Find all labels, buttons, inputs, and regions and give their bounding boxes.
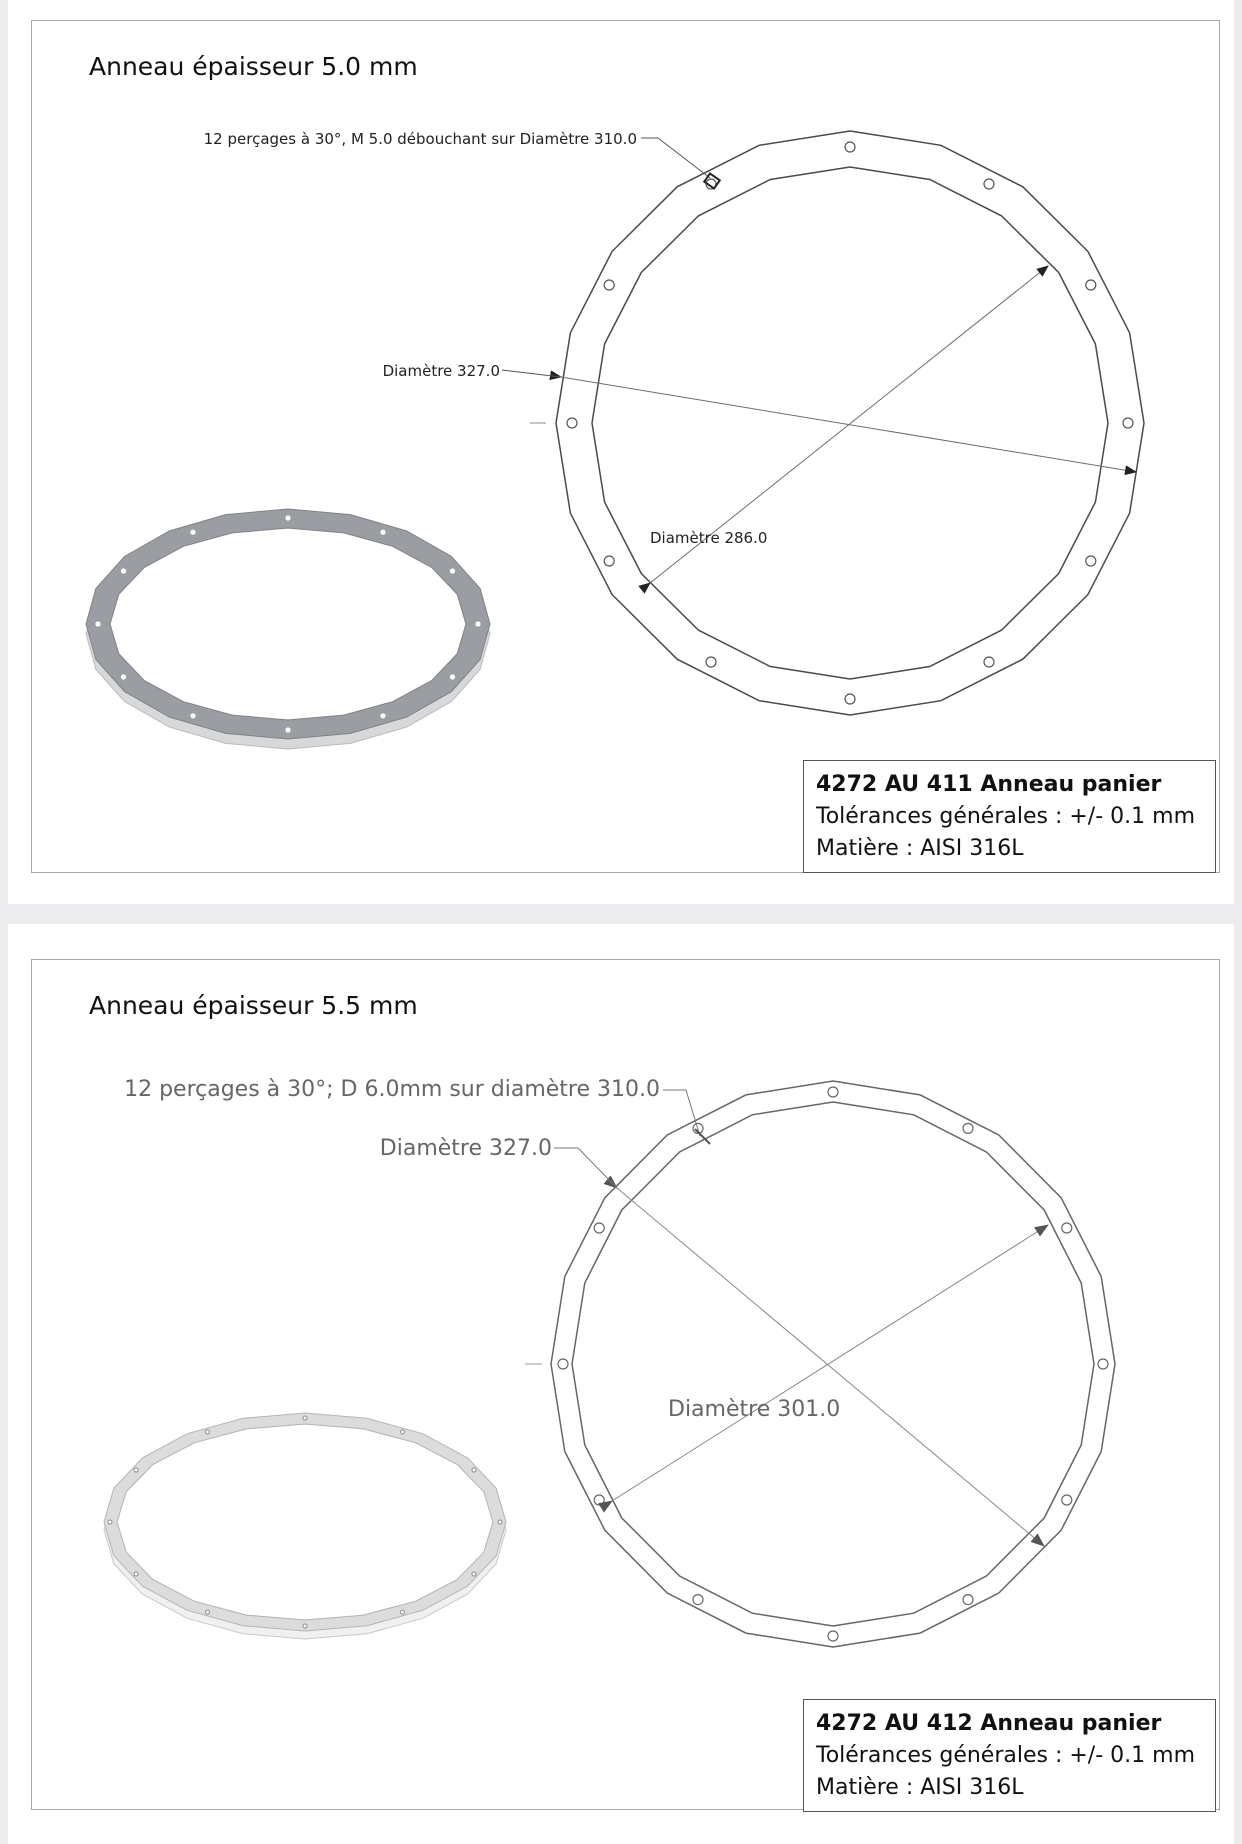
mounting-hole [963, 1595, 973, 1605]
mounting-hole [286, 516, 290, 520]
drawing-sheet-1 [8, 0, 1234, 904]
mounting-hole [693, 1595, 703, 1605]
mounting-hole [134, 1572, 138, 1576]
mounting-hole [96, 622, 100, 626]
mounting-hole [1086, 556, 1096, 566]
mounting-hole [567, 418, 577, 428]
mounting-hole [303, 1624, 307, 1628]
mounting-hole [286, 728, 290, 732]
mounting-hole [401, 1610, 405, 1614]
mounting-hole [191, 530, 195, 534]
mounting-hole [706, 657, 716, 667]
mounting-hole [122, 569, 126, 573]
holes-leader-line [641, 138, 710, 178]
sheet-title: Anneau épaisseur 5.0 mm [89, 52, 418, 81]
mounting-hole [828, 1087, 838, 1097]
mounting-hole [206, 1430, 210, 1434]
mounting-hole [604, 280, 614, 290]
isometric-ring-view [86, 509, 490, 749]
mounting-hole [401, 1430, 405, 1434]
inner-diameter-dimension-line [612, 1225, 1048, 1501]
inner-diameter-label: Diamètre 301.0 [668, 1397, 841, 1422]
holes-annotation: 12 perçages à 30°, M 5.0 débouchant sur Diamètre 310.0 [203, 130, 637, 148]
mounting-hole [381, 530, 385, 534]
mounting-hole [451, 569, 455, 573]
material: Matière : AISI 316L [816, 836, 1024, 861]
tolerances: Tolérances générales : +/- 0.1 mm [816, 804, 1195, 829]
material: Matière : AISI 316L [816, 1775, 1024, 1800]
mounting-hole [1123, 418, 1133, 428]
holes-annotation: 12 perçages à 30°; D 6.0mm sur diamètre 310.0 [124, 1077, 660, 1102]
outer-diameter-label: Diamètre 327.0 [382, 362, 500, 380]
outer-diameter-dimension-line [617, 1188, 1044, 1546]
mounting-hole [984, 657, 994, 667]
mounting-hole [1062, 1495, 1072, 1505]
mounting-hole [604, 556, 614, 566]
mounting-hole [206, 1610, 210, 1614]
ring-outer-contour [556, 131, 1144, 715]
mounting-hole [472, 1468, 476, 1472]
mounting-hole [1098, 1359, 1108, 1369]
mounting-hole [984, 179, 994, 189]
mounting-hole [558, 1359, 568, 1369]
mounting-hole [191, 714, 195, 718]
isometric-ring-view [104, 1413, 506, 1639]
outer-diameter-leader-line [502, 370, 561, 377]
tolerances: Tolérances générales : +/- 0.1 mm [816, 1743, 1195, 1768]
mounting-hole [594, 1495, 604, 1505]
mounting-hole [963, 1123, 973, 1133]
mounting-hole [303, 1416, 307, 1420]
title-block [803, 1699, 1216, 1812]
mounting-hole [594, 1223, 604, 1233]
ring-inner-contour [592, 167, 1108, 679]
mounting-hole [845, 694, 855, 704]
ring-inner-contour [572, 1102, 1094, 1626]
mounting-hole [381, 714, 385, 718]
outer-diameter-leader-line [554, 1148, 617, 1188]
part-number: 4272 AU 412 Anneau panier [816, 1711, 1162, 1736]
outer-diameter-label: Diamètre 327.0 [379, 1136, 552, 1161]
mounting-hole [451, 675, 455, 679]
mounting-hole [828, 1631, 838, 1641]
mounting-hole [108, 1520, 112, 1524]
mounting-hole [134, 1468, 138, 1472]
mounting-hole [472, 1572, 476, 1576]
part-number: 4272 AU 411 Anneau panier [816, 772, 1162, 797]
title-block [803, 760, 1216, 873]
mounting-hole [1062, 1223, 1072, 1233]
mounting-hole [845, 142, 855, 152]
mounting-hole [476, 622, 480, 626]
mounting-hole [498, 1520, 502, 1524]
mounting-hole [1086, 280, 1096, 290]
ring-outer-contour [551, 1081, 1115, 1647]
hole-pattern [567, 142, 1133, 704]
hole-pattern [558, 1087, 1108, 1641]
sheet-title: Anneau épaisseur 5.5 mm [89, 991, 418, 1020]
inner-diameter-label: Diamètre 286.0 [650, 529, 768, 547]
mounting-hole [122, 675, 126, 679]
drawing-sheet-2 [8, 924, 1234, 1844]
